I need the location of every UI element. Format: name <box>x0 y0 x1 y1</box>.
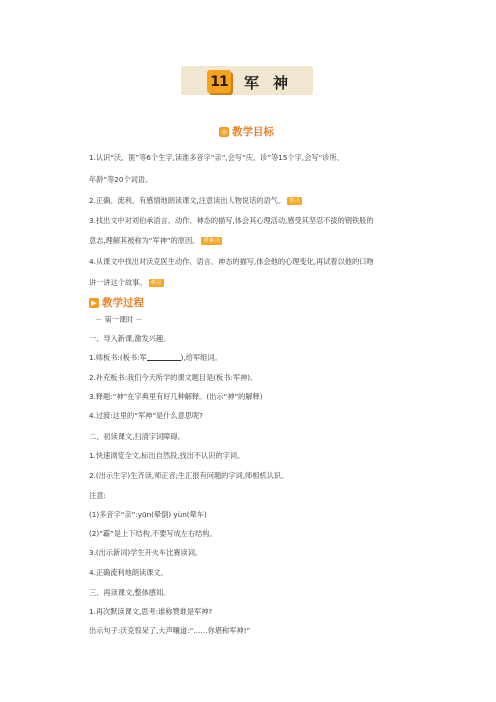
part-1-heading: 一、导入新课,激发兴趣。 <box>89 334 171 343</box>
period-label: － 第一课时 － <box>95 315 143 324</box>
goal-line-3b <box>89 236 222 246</box>
goal-line-3: 3.找出文中对刘伯承语言、动作、神态的描写,体会其心理活动,感受其坚忍不拔的钢铁般的 <box>89 216 374 225</box>
note-1: (1)多音字“亲”:yūn(晕倒) yùn(晕车) <box>89 510 207 519</box>
lesson-title: 军神 <box>244 74 303 92</box>
process-heading <box>89 295 144 310</box>
step-2-4: 4.正确流利地朗读课文。 <box>89 568 168 577</box>
note-label: 注意: <box>89 491 106 500</box>
goal-line-2-text: 2.正确、流利、有感情地朗读课文,注意读出人物说话的语气。 <box>89 196 286 205</box>
key-point-tag: 重点 <box>289 198 301 204</box>
goal-line-4b-text: 讲一讲这个故事。 <box>89 278 147 287</box>
note-2: (2)“霸”是上下结构,不要写成左右结构。 <box>89 529 217 538</box>
step-1-4: 4.过渡:这里的“军神”是什么意思呢? <box>89 411 203 420</box>
goal-line-1b: 年龄”等20个词语。 <box>89 175 153 184</box>
goal-line-3b-text: 意志,理解其被称为“军神”的原因。 <box>89 236 200 245</box>
step-2-1: 1.快速浏览全文,标出自然段,找出不认识的字词。 <box>89 451 245 460</box>
part-3-heading: 三、再读课文,整体感知。 <box>89 588 171 597</box>
step-2-2: 2.(出示生字)生齐读,师正音;生汇报有问题的字词,师相机认识。 <box>89 471 289 480</box>
part-2-heading: 二、初读课文,扫清字词障碍。 <box>89 432 185 441</box>
step-1-3: 3.释题:“神”在字典里有好几种解释。(出示“神”的解释) <box>89 392 263 401</box>
key-difficult-tag: 重难点 <box>203 238 220 244</box>
goal-line-2 <box>89 196 302 206</box>
lesson-number-badge: 11 <box>207 70 231 93</box>
step-1-2: 2.补充板书:我们今天所学的课文题目是(板书:军神)。 <box>89 373 258 382</box>
step-3-1: 1.再次默读课文,思考:谁称赞谁是军神? <box>89 607 213 616</box>
target-icon: ◎ <box>220 127 228 136</box>
step-1-1 <box>89 353 222 363</box>
goals-heading <box>219 124 274 139</box>
fill-blank <box>147 353 181 361</box>
step-2-3: 3.(出示新词)学生开火车比赛读词。 <box>89 548 203 557</box>
process-icon: ▶ <box>89 298 99 308</box>
goal-line-4: 4.从课文中找出对沃克医生动作、语言、神态的描写,体会他的心理变化,再试着以他的口吻 <box>89 257 374 266</box>
step-3-2: 出示句子:沃克惊呆了,大声嚷道:“……你堪称军神!” <box>89 626 251 635</box>
goal-line-4b <box>89 278 164 288</box>
step-1-1-a: 1.师板书:(板书:军 <box>89 353 147 362</box>
difficult-tag: 难点 <box>150 280 162 286</box>
step-1-1-b: ),给军组词。 <box>180 353 222 362</box>
goals-heading-text: 教学目标 <box>232 126 274 138</box>
goal-line-1: 1.认识“沃、匪”等6个生字,读准多音字“亲”,会写“庆、诊”等15个字,会写“诊所、 <box>89 153 344 162</box>
process-heading-text: 教学过程 <box>102 297 144 309</box>
